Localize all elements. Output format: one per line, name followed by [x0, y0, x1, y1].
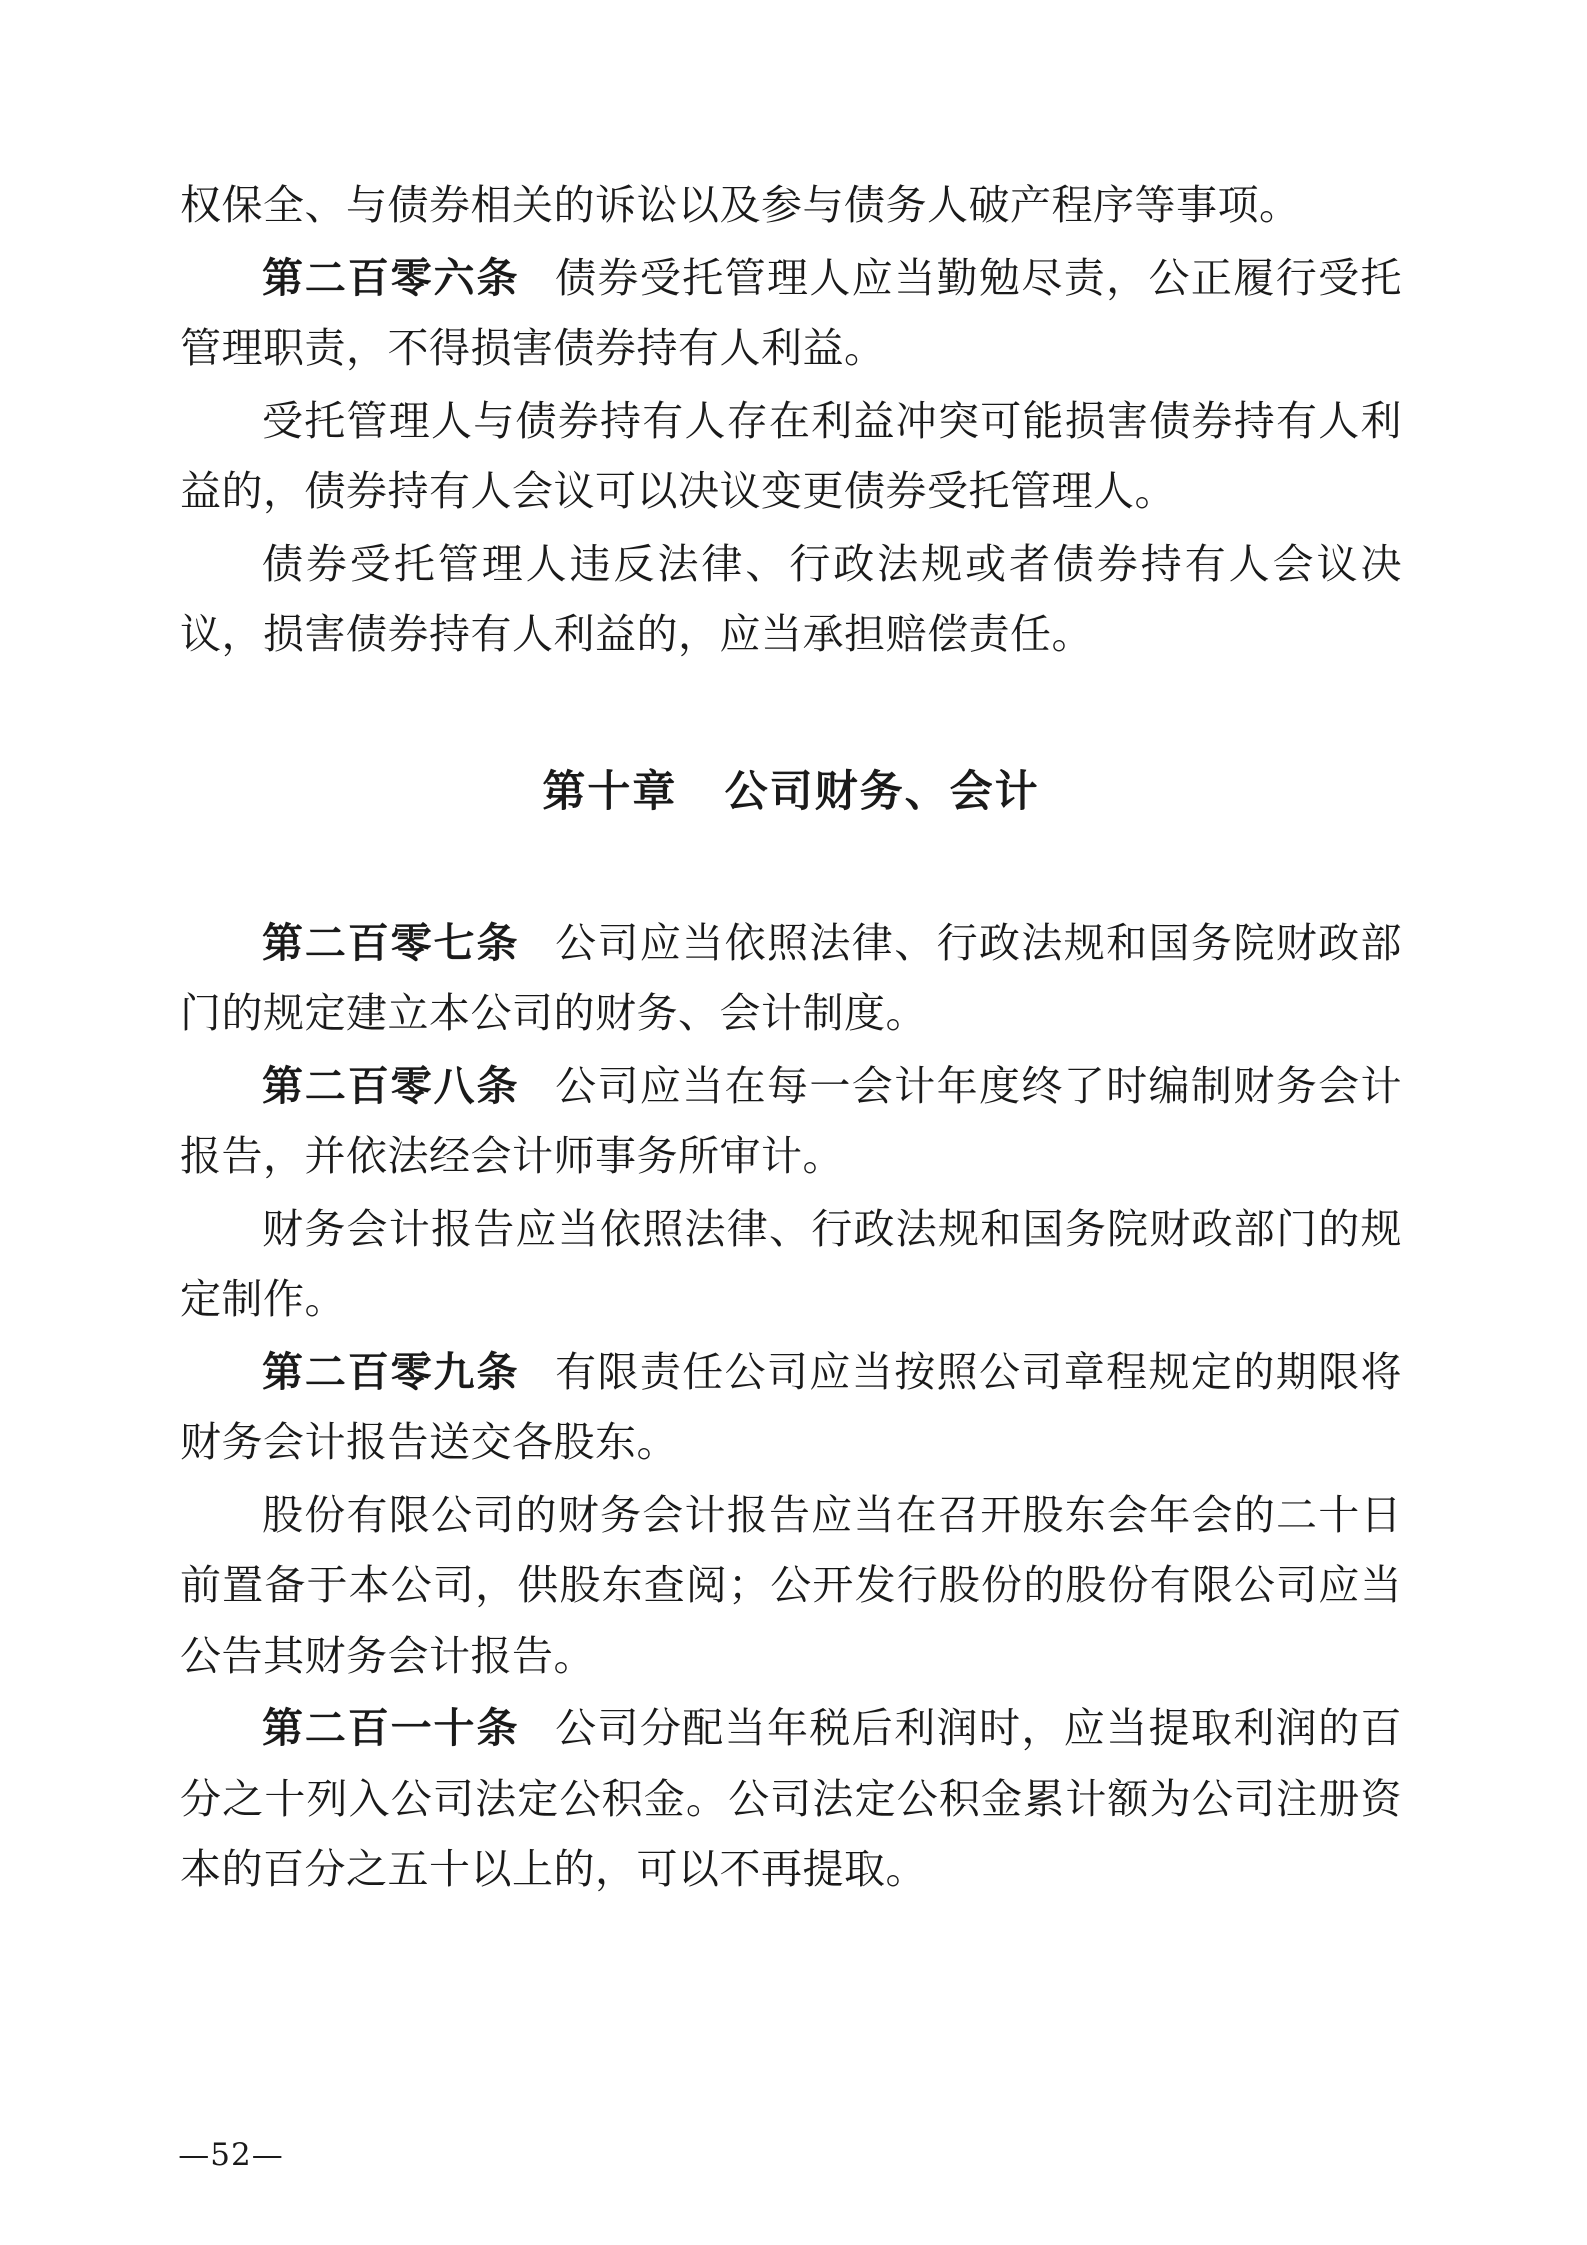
paragraph-text: 股份有限公司的财务会计报告应当在召开股东会年会的二十日前置备于本公司，供股东查阅；公开发行股份的股份有限公司应当公告其财务会计报告。 [180, 1490, 1402, 1680]
article-label: 第二百一十条 [262, 1704, 520, 1753]
chapter-number: 第十章 [542, 766, 678, 817]
paragraph-article-210 [180, 1693, 1402, 1905]
paragraph-text: 财务会计报告应当依照法律、行政法规和国务院财政部门的规定制作。 [180, 1204, 1402, 1324]
article-label: 第二百零九条 [262, 1347, 520, 1396]
paragraph-208-2 [180, 1194, 1402, 1335]
article-label: 第二百零七条 [262, 918, 520, 967]
paragraph-text: 公司应当在每一会计年度终了时编制财务会计报告，并依法经会计师事务所审计。 [180, 1061, 1402, 1181]
chapter-title-text: 公司财务、会计 [724, 766, 1040, 817]
paragraph-text: 公司应当依照法律、行政法规和国务院财政部门的规定建立本公司的财务、会计制度。 [180, 918, 1402, 1038]
article-label: 第二百零六条 [262, 253, 520, 302]
article-label: 第二百零八条 [262, 1061, 520, 1110]
paragraph-text: 权保全、与债券相关的诉讼以及参与债务人破产程序等事项。 [180, 181, 1301, 229]
paragraph-209-2 [180, 1480, 1402, 1692]
page-number-text: —52— [178, 2137, 284, 2173]
paragraph-text: 有限责任公司应当按照公司章程规定的期限将财务会计报告送交各股东。 [180, 1347, 1402, 1467]
paragraph-continuation [180, 170, 1402, 241]
paragraph-text: 债券受托管理人应当勤勉尽责，公正履行受托管理职责，不得损害债券持有人利益。 [180, 253, 1402, 373]
page-number [0, 2137, 1587, 2173]
chapter-heading [180, 756, 1402, 830]
paragraph-text: 债券受托管理人违反法律、行政法规或者债券持有人会议决议，损害债券持有人利益的，应当承担赔偿责任。 [180, 539, 1402, 659]
paragraph-article-207 [180, 908, 1402, 1049]
document-body [180, 170, 1402, 1905]
paragraph-206-3 [180, 529, 1402, 670]
paragraph-article-209 [180, 1337, 1402, 1478]
paragraph-text: 公司分配当年税后利润时，应当提取利润的百分之十列入公司法定公积金。公司法定公积金累计额为公司注册资本的百分之五十以上的，可以不再提取。 [180, 1704, 1402, 1894]
paragraph-article-208 [180, 1051, 1402, 1192]
paragraph-text: 受托管理人与债券持有人存在利益冲突可能损害债券持有人利益的，债券持有人会议可以决议变更债券受托管理人。 [180, 396, 1402, 516]
paragraph-article-206 [180, 243, 1402, 384]
paragraph-206-2 [180, 386, 1402, 527]
